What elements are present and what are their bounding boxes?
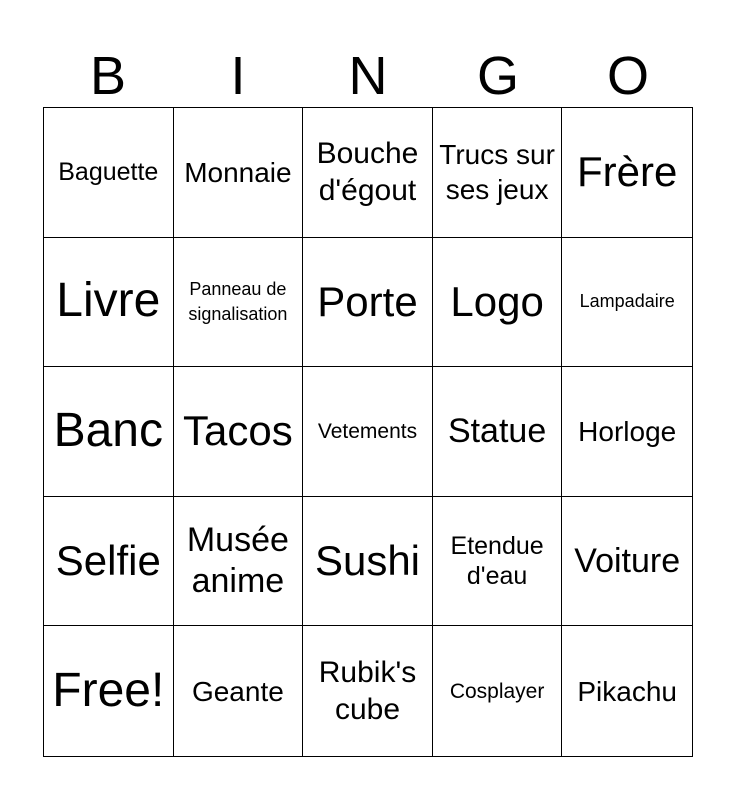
bingo-cell[interactable] xyxy=(433,108,563,238)
cell-label: Voiture xyxy=(574,541,681,580)
cell-label: Bouche d'égout xyxy=(316,136,419,208)
cell-label: Statue xyxy=(447,412,547,451)
cell-label: Logo xyxy=(450,277,544,325)
cell-label: Pikachu xyxy=(577,675,677,707)
cell-label: Banc xyxy=(53,404,163,458)
bingo-cell[interactable] xyxy=(44,238,174,368)
header-letter-i: I xyxy=(230,46,246,106)
bingo-cell[interactable] xyxy=(433,626,563,756)
bingo-cell[interactable] xyxy=(174,108,304,238)
header-letter-b: B xyxy=(89,46,127,106)
cell-label: Frère xyxy=(577,148,678,196)
bingo-cell[interactable] xyxy=(44,497,174,627)
cell-label: Panneau de signalisation xyxy=(188,278,288,324)
cell-label: Geante xyxy=(191,675,284,707)
bingo-cell[interactable] xyxy=(433,497,563,627)
cell-label: Cosplayer xyxy=(449,679,545,703)
bingo-cell[interactable] xyxy=(44,108,174,238)
cell-label: Porte xyxy=(317,277,418,325)
header-letter-n: N xyxy=(348,46,388,106)
cell-label: Musée anime xyxy=(186,521,289,601)
bingo-cell-free[interactable] xyxy=(44,626,174,756)
header-letter-o: O xyxy=(606,46,649,106)
bingo-cell[interactable] xyxy=(303,238,433,368)
bingo-cell[interactable] xyxy=(174,238,304,368)
bingo-cell[interactable] xyxy=(562,626,692,756)
bingo-cell[interactable] xyxy=(303,497,433,627)
cell-label: Free! xyxy=(52,663,165,717)
bingo-cell[interactable] xyxy=(303,367,433,497)
cell-label: Rubik's cube xyxy=(318,655,417,727)
bingo-cell[interactable] xyxy=(562,108,692,238)
cell-label: Horloge xyxy=(578,415,677,447)
cell-label: Baguette xyxy=(58,158,159,187)
cell-label: Trucs sur ses jeux xyxy=(439,139,555,206)
bingo-cell[interactable] xyxy=(44,367,174,497)
bingo-grid xyxy=(43,107,693,757)
header-letter-g: G xyxy=(476,46,519,106)
cell-label: Sushi xyxy=(314,537,421,584)
bingo-cell[interactable] xyxy=(433,238,563,368)
bingo-cell[interactable] xyxy=(303,108,433,238)
cell-label: Tacos xyxy=(183,407,293,455)
bingo-cell[interactable] xyxy=(562,497,692,627)
bingo-cell[interactable] xyxy=(303,626,433,756)
cell-label: Etendue d'eau xyxy=(450,532,544,591)
cell-label: Livre xyxy=(56,274,161,328)
bingo-cell[interactable] xyxy=(562,238,692,368)
bingo-cell[interactable] xyxy=(174,367,304,497)
cell-label: Lampadaire xyxy=(579,291,675,312)
cell-label: Vetements xyxy=(317,419,418,443)
bingo-cell[interactable] xyxy=(562,367,692,497)
bingo-cell[interactable] xyxy=(174,626,304,756)
cell-label: Selfie xyxy=(55,537,161,584)
bingo-cell[interactable] xyxy=(174,497,304,627)
bingo-cell[interactable] xyxy=(433,367,563,497)
bingo-header xyxy=(43,44,693,108)
cell-label: Monnaie xyxy=(184,156,292,188)
